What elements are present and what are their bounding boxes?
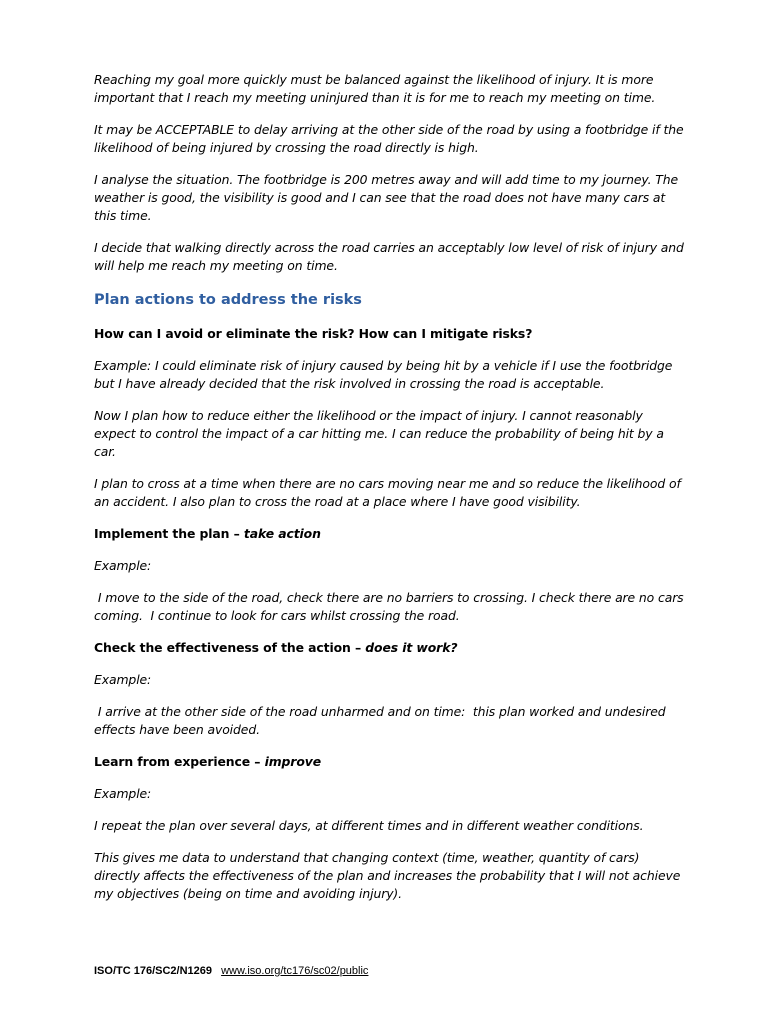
- implement-example-text: I move to the side of the road, check there are no barriers to crossing. I check there are no cars coming. I continue to look for cars whilst crossing the road.: [94, 590, 688, 623]
- document-body: [94, 71, 688, 917]
- learn-heading-emph: improve: [264, 754, 322, 769]
- paragraph-analyse-situation: I analyse the situation. The footbridge is 200 metres away and will add time to my journey. The weather is good, the visibility is good and I can see that the road does not have many cars at this time.: [94, 172, 679, 223]
- paragraph-reduce-likelihood: Now I plan how to reduce either the likelihood or the impact of injury. I cannot reasonably expect to control the impact of a car hitting me. I can reduce the probability of being hit by a car.: [94, 408, 664, 459]
- page-footer: [94, 963, 368, 979]
- paragraph-decision: I decide that walking directly across the road carries an acceptably low level of risk of injury and will help me reach my meeting on time.: [94, 240, 684, 273]
- document-code: ISO/TC 176/SC2/N1269: [94, 965, 213, 977]
- paragraph-example-eliminate: Example: I could eliminate risk of injury caused by being hit by a vehicle if I use the footbridge but I have already decided that the risk involved in crossing the road is acceptable.: [94, 358, 673, 391]
- check-example-label: Example:: [94, 672, 152, 687]
- paragraph-goal-balance: Reaching my goal more quickly must be balanced against the likelihood of injury. It is more important that I reach my meeting uninjured than it is for me to reach my meeting on time.: [94, 72, 656, 105]
- check-example-text: I arrive at the other side of the road unharmed and on time: this plan worked and undesired effects have been avoided.: [94, 704, 670, 737]
- footer-link[interactable]: www.iso.org/tc176/sc02/public: [221, 965, 369, 977]
- paragraph-acceptable-delay: It may be ACCEPTABLE to delay arriving at the other side of the road by using a footbridge if the likelihood of being injured by crossing the road directly is high.: [94, 122, 684, 155]
- section-question: How can I avoid or eliminate the risk? How can I mitigate risks?: [94, 326, 533, 341]
- learn-heading-lead: Learn from experience –: [94, 754, 265, 769]
- learn-example-text-2: This gives me data to understand that changing context (time, weather, quantity of cars) directly affects the effectiveness of the plan and increases the probability that I will not achieve my objectives (being on time and avoiding injury).: [94, 850, 681, 901]
- implement-heading-emph: take action: [243, 526, 321, 541]
- paragraph-cross-plan: I plan to cross at a time when there are no cars moving near me and so reduce the likelihood of an accident. I also plan to cross the road at a place where I have good visibility.: [94, 476, 681, 509]
- check-heading-emph: does it work?: [365, 640, 458, 655]
- check-heading-lead: Check the effectiveness of the action –: [94, 640, 366, 655]
- implement-heading: [94, 525, 684, 543]
- check-heading: [94, 639, 684, 657]
- learn-example-text-1: I repeat the plan over several days, at different times and in different weather conditions.: [94, 818, 644, 833]
- implement-heading-lead: Implement the plan –: [94, 526, 244, 541]
- implement-example-label: Example:: [94, 558, 152, 573]
- learn-heading: [94, 753, 684, 771]
- section-heading: Plan actions to address the risks: [94, 292, 362, 308]
- learn-example-label: Example:: [94, 786, 152, 801]
